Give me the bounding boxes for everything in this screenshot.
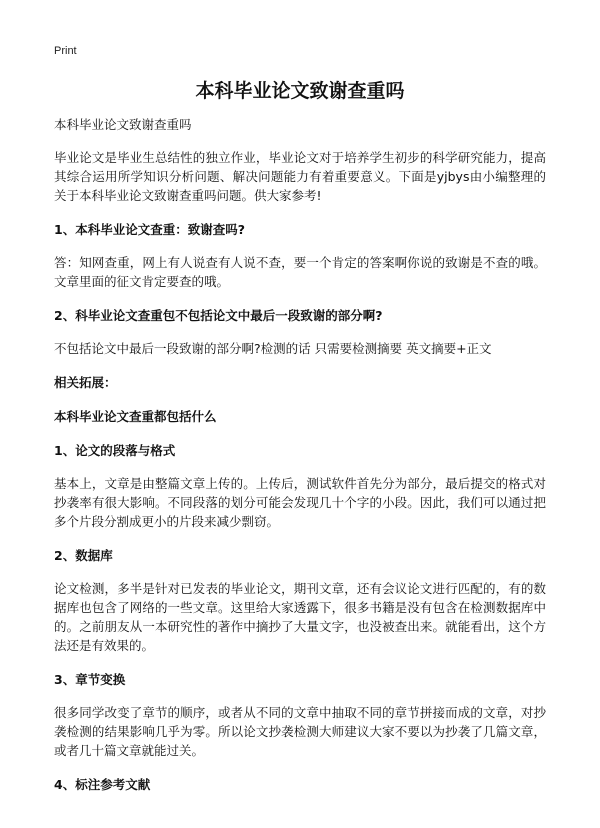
question-2-heading: 2、科毕业论文查重包不包括论文中最后一段致谢的部分啊?: [54, 308, 383, 323]
section-1-text: 基本上，文章是由整篇文章上传的。上传后，测试软件首先分为部分，最后提交的格式对抄袭率有很大影响。不同段落的划分可能会发现几十个字的小段。因此，我们可以通过把多个片段分割成更小的片段来减少剽窃。: [54, 476, 546, 529]
question-1-answer: 答：知网查重，网上有人说查有人说不查，要一个肯定的答案啊你说的致谢是不查的哦。文章里面的征文肯定要查的哦。: [54, 255, 546, 289]
section-heading: 本科毕业论文查重都包括什么: [54, 409, 217, 424]
document-title: 本科毕业论文致谢查重吗: [195, 80, 405, 102]
print-label: Print: [54, 45, 77, 57]
section-2-heading: 2、数据库: [54, 548, 113, 563]
section-3-heading: 3、章节变换: [54, 672, 126, 687]
section-3-text: 很多同学改变了章节的顺序，或者从不同的文章中抽取不同的章节拼接而成的文章，对抄袭检测的结果影响几乎为零。所以论文抄袭检测大师建议大家不要以为抄袭了几篇文章，或者几十篇文章就能过关。: [54, 705, 546, 758]
related-heading: 相关拓展：: [54, 375, 117, 390]
section-1-heading: 1、论文的段落与格式: [54, 443, 176, 458]
section-2-text: 论文检测，多半是针对已发表的毕业论文，期刊文章，还有会议论文进行匹配的，有的数据库也包含了网络的一些文章。这里给大家透露下，很多书籍是没有包含在检测数据库中的。之前朋友从一本研究性的著作中摘抄了大量文字，也没被查出来。就能看出，这个方法还是有效果的。: [54, 581, 546, 653]
document-subtitle: 本科毕业论文致谢查重吗: [54, 117, 192, 132]
question-2-answer: 不包括论文中最后一段致谢的部分啊?检测的话 只需要检测摘要 英文摘要+正文: [54, 341, 492, 356]
section-4-heading: 4、标注参考文献: [54, 777, 151, 792]
question-1-heading: 1、本科毕业论文查重：致谢查吗?: [54, 222, 245, 237]
intro-paragraph: 毕业论文是毕业生总结性的独立作业，毕业论文对于培养学生初步的科学研究能力，提高其综合运用所学知识分析问题、解决问题能力有着重要意义。下面是yjbys由小编整理的关于本科毕业论文致谢查重吗问题。供大家参考!: [54, 150, 546, 203]
